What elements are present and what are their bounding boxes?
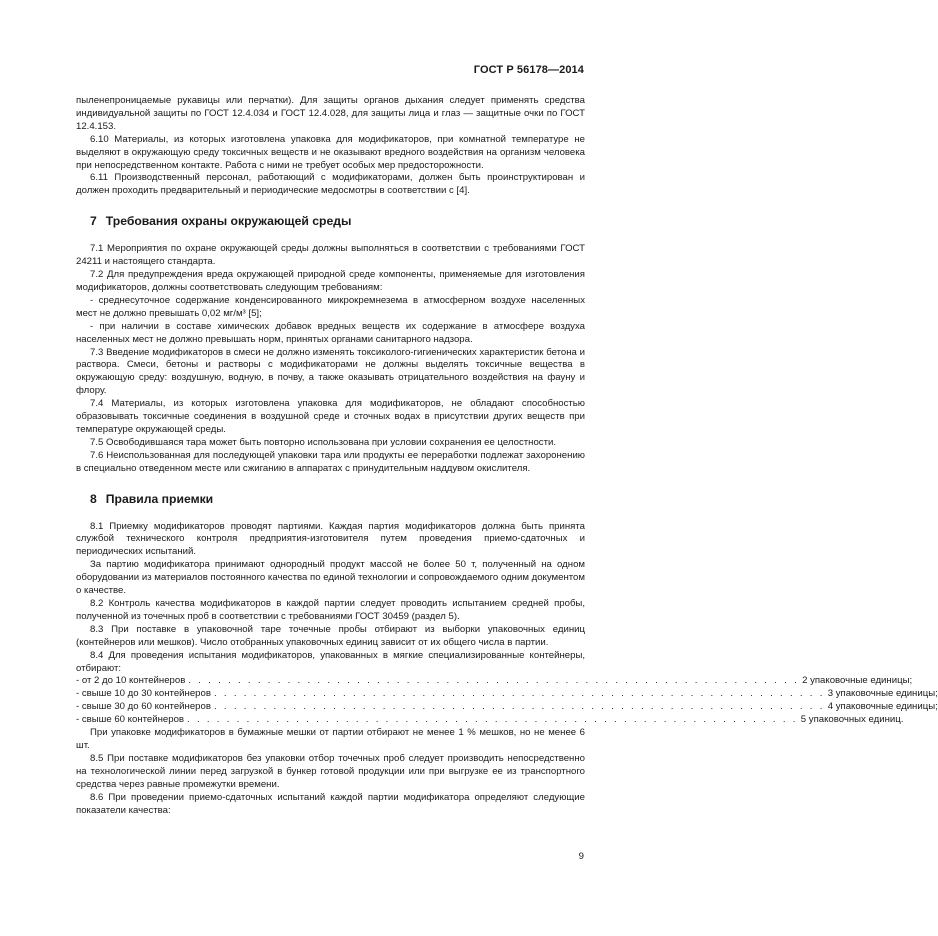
section-title: Требования охраны окружающей среды [105,214,352,229]
document-id: ГОСТ Р 56178—2014 [473,64,584,76]
paragraph-7-2: 7.2 Для предупреждения вреда окружающей природной среде компоненты, применяемые для изготовления модификаторов, должны соответствовать следующим требованиям: [76,269,585,293]
paragraph-7-6: 7.6 Неиспользованная для последующей упаковки тара или продукты ее переработки подлежат захоронению в специально отведенном месте или сжиганию в аппаратах с принудительным наддувом окислителя. [76,449,585,474]
page-content [76,95,938,817]
list-item-value: 4 упаковочные единицы; [827,701,938,713]
paragraph-6-10: 6.10 Материалы, из которых изготовлена упаковка для модификаторов, при комнатной температуре не выделяют в окружающую среду токсичных веществ и не оказывают вредного воздействия на организм человека при непосредственном контакте. Работа с ними не требует особых мер предосторожности. [76,133,585,171]
section-number: 8 [90,491,97,506]
paragraph: пыленепроницаемые рукавицы или перчатки). Для защиты органов дыхания следует применять средства индивидуальной защиты по ГОСТ 12.4.034 и ГОСТ 12.4.028, для защиты лица и глаз — защитные очки по ГОСТ 12.4.153. [76,95,585,132]
leader-dots: . . . . . . . . . . . . . . . . . . . . . . . . . . . . . . . . . . . . . . . . . . . . . . . . . . . . . . . . . . . . . . [188,675,800,687]
leader-dots: . . . . . . . . . . . . . . . . . . . . . . . . . . . . . . . . . . . . . . . . . . . . . . . . . . . . . . . . . . . . . . [213,701,825,713]
paragraph-7-3: 7.3 Введение модификаторов в смеси не должно изменять токсиколого-гигиенических характеристик бетона и раствора. Смеси, бетоны и растворы с модификаторами не должны выделять токсичные вещества в окружающую среду: воздушную, водную, в почву, а также оказывать отрицательного воздействия на фауну и флору. [76,346,585,397]
sampling-list-item [76,675,913,688]
list-item-value: 3 упаковочные единицы; [827,688,938,700]
section-number: 7 [90,214,97,229]
paragraph-8-4: 8.4 Для проведения испытания модификаторов, упакованных в мягкие специализированные контейнеры, отбирают: [76,649,585,674]
paragraph-7-4: 7.4 Материалы, из которых изготовлена упаковка для модификаторов, не обладают способностью образовывать токсичные соединения в воздушной среде и сточных водах в присутствии других веществ при температуре окружающей среды. [76,398,585,435]
paragraph-8-5: 8.5 При поставке модификаторов без упаковки отбор точечных проб следует производить непосредственно на технологической линии перед загрузкой в бункер готовой продукции или при выгрузке ее из транспортного средства через равные промежутки времени. [76,752,585,790]
paragraph-7-1: 7.1 Мероприятия по охране окружающей среды должны выполняться в соответствии с требованиями ГОСТ 24211 и настоящего стандарта. [76,243,585,268]
bullet-paragraph: - среднесуточное содержание конденсированного микрокремнезема в атмосферном воздухе населенных мест не должно превышать 0,02 мг/м³ [5]; [76,294,585,319]
sampling-list-item [76,688,938,701]
paragraph-8-2: 8.2 Контроль качества модификаторов в каждой партии следует проводить испытанием средней пробы, полученной из точечных проб в соответствии с требованиями ГОСТ 30459 (раздел 5). [76,598,585,622]
section-title: Правила приемки [105,491,214,506]
paragraph-6-11: 6.11 Производственный персонал, работающий с модификаторами, должен быть проинструктирован и должен проходить предварительный и периодические медосмотры в соответствии с [4]. [76,172,585,197]
paragraph: При упаковке модификаторов в бумажные мешки от партии отбирают не менее 1 % мешков, но не менее 6 шт. [76,727,585,751]
section-heading-8 [90,492,585,507]
sampling-list-item [76,714,904,727]
leader-dots: . . . . . . . . . . . . . . . . . . . . . . . . . . . . . . . . . . . . . . . . . . . . . . . . . . . . . . . . . . . . . . [213,688,825,700]
list-item-value: 5 упаковочных единиц. [800,714,904,726]
leader-dots: . . . . . . . . . . . . . . . . . . . . . . . . . . . . . . . . . . . . . . . . . . . . . . . . . . . . . . . . . . . . . . [187,714,798,726]
list-item-label: - от 2 до 10 контейнеров [76,675,186,687]
paragraph-7-5: 7.5 Освободившаяся тара может быть повторно использована при условии сохранения ее целостности. [90,436,556,448]
bullet-paragraph: - при наличии в составе химических добавок вредных веществ их содержание в атмосфере воздуха населенных мест не должно превышать норм, принятых органами санитарного надзора. [76,320,585,345]
paragraph-8-3: 8.3 При поставке в упаковочной таре точечные пробы отбирают из выборки упаковочных единиц (контейнеров или мешков). Число отобранных упаковочных единиц зависит от их общего числа в партии. [76,623,585,648]
list-item-label: - свыше 60 контейнеров [76,714,185,726]
list-item-label: - свыше 10 до 30 контейнеров [76,688,211,700]
sampling-list-item [76,701,938,714]
page-number: 9 [578,851,584,862]
paragraph: За партию модификатора принимают однородный продукт массой не более 50 т, полученный на одном оборудовании из материалов постоянного качества по единой технологии и сопровождаемого одним документом о качестве. [76,559,585,597]
list-item-value: 2 упаковочные единицы; [802,675,913,687]
paragraph-8-1: 8.1 Приемку модификаторов проводят партиями. Каждая партия модификаторов должна быть принята службой технического контроля предприятия-изготовителя путем проведения приемо-сдаточных и периодических испытаний. [76,520,585,558]
paragraph-8-6: 8.6 При проведении приемо-сдаточных испытаний каждой партии модификатора определяют следующие показатели качества: [76,791,585,816]
list-item-label: - свыше 30 до 60 контейнеров [76,701,211,713]
section-heading-7 [90,214,585,229]
